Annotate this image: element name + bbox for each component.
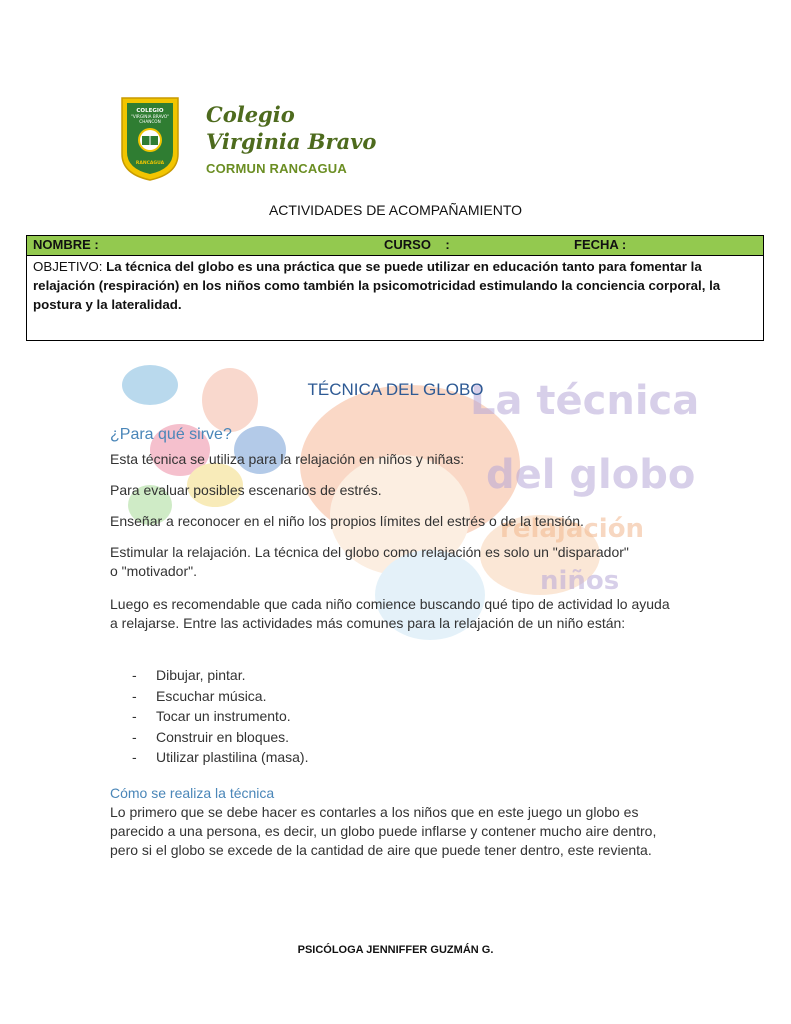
watermark-text-4: niños [540, 566, 620, 596]
school-seal-logo [120, 96, 180, 182]
paragraph: Enseñar a reconocer en el niño los propios límites del estrés o de la tensión. [110, 513, 584, 529]
student-info-table [26, 235, 764, 341]
school-name-line1: Colegio [206, 102, 295, 127]
objective-cell [33, 257, 757, 314]
list-item: - Escuchar música. [128, 686, 308, 707]
nombre-label: NOMBRE : [33, 237, 99, 252]
curso-label: CURSO : [384, 237, 450, 252]
svg-text:COLEGIO: COLEGIO [136, 108, 164, 114]
objective-text: La técnica del globo es una práctica que se puede utilizar en educación tanto para fomentar la relajación (respiración) en los niños como también la psicomotricidad estimulando la conciencia corporal, la postura y la lateralidad. [33, 259, 721, 312]
footer-signature: PSICÓLOGA JENNIFFER GUZMÁN G. [297, 944, 494, 956]
watermark-text-1: La técnica [470, 378, 700, 424]
svg-text:"VIRGINIA BRAVO": "VIRGINIA BRAVO" [130, 114, 170, 119]
activity-list [128, 665, 308, 768]
paragraph: Luego es recomendable que cada niño comience buscando qué tipo de actividad lo ayuda a relajarse. Entre las actividades más comunes para la relajación de un niño están: [110, 596, 670, 631]
list-item: - Utilizar plastilina (masa). [128, 747, 308, 768]
watermark-text-3: relajación [500, 514, 645, 544]
paragraph: Para evaluar posibles escenarios de estrés. [110, 482, 382, 498]
section-title: TÉCNICA DEL GLOBO [307, 380, 484, 399]
paragraph: Esta técnica se utiliza para la relajación en niños y niñas: [110, 451, 465, 467]
fecha-label: FECHA : [574, 237, 627, 252]
school-name-line2: Virginia Bravo [206, 129, 377, 154]
svg-text:RANCAGUA: RANCAGUA [135, 161, 165, 166]
document-heading: ACTIVIDADES DE ACOMPAÑAMIENTO [268, 202, 523, 218]
svg-text:CHANCON: CHANCON [139, 119, 161, 124]
subheading-purpose: ¿Para qué sirve? [110, 426, 232, 443]
paragraph: Estimular la relajación. La técnica del globo como relajación es solo un "disparador" o "motivador". [110, 544, 629, 579]
objective-label: OBJETIVO: [33, 259, 103, 274]
paragraph: Lo primero que se debe hacer es contarles a los niños que en este juego un globo es parecido a una persona, es decir, un globo puede inflarse y contener mucho aire dentro, pero si el globo se excede de la cantidad de aire que puede tener dentro, este revienta. [110, 804, 657, 858]
subheading-how-to: Cómo se realiza la técnica [110, 785, 275, 801]
list-item: - Construir en bloques. [128, 727, 308, 748]
list-item: - Dibujar, pintar. [128, 665, 308, 686]
watermark-text-2: del globo [486, 452, 696, 498]
list-item: - Tocar un instrumento. [128, 706, 308, 727]
student-info-header-row [27, 236, 763, 256]
school-name-line3: CORMUN RANCAGUA [206, 161, 347, 176]
